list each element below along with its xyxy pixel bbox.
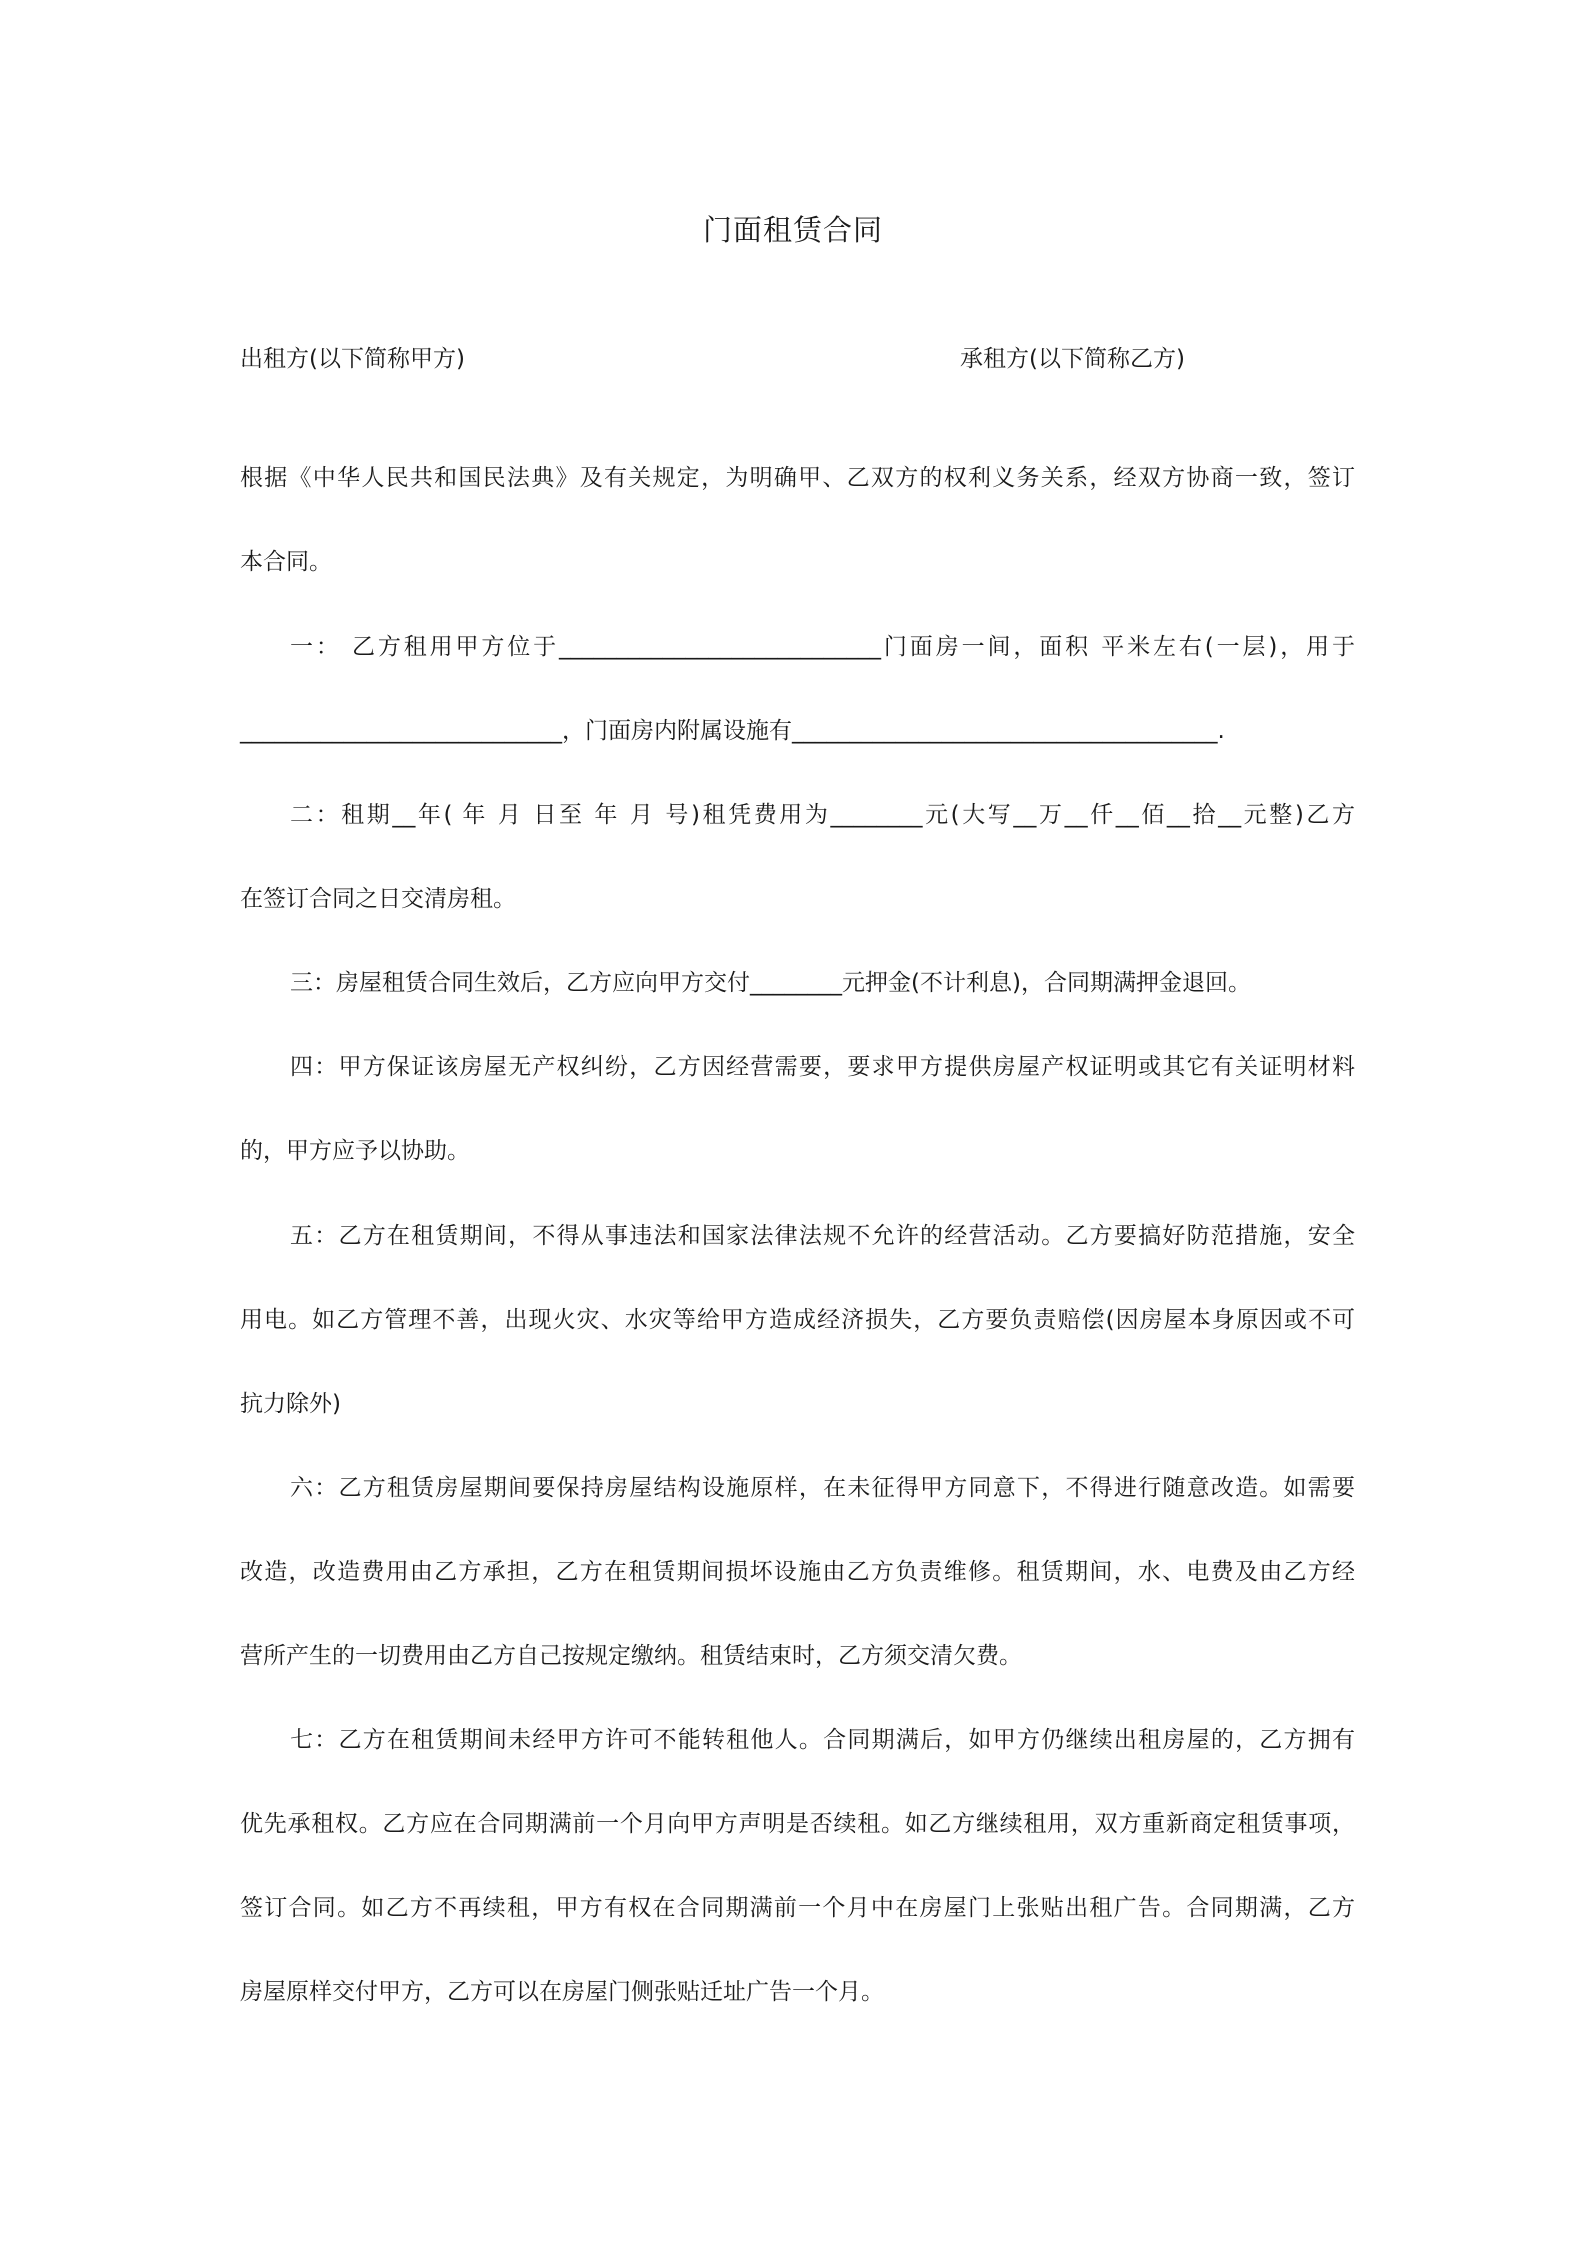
lessor-label: 出租方(以下简称甲方) [240,346,465,372]
clause-6-line-3: 营所产生的一切费用由乙方自己按规定缴纳。租赁结束时，乙方须交清欠费。 [240,1643,1022,1669]
clause-2-line-2: 在签订合同之日交清房租。 [240,886,516,912]
clause-6-line-1: 六：乙方租赁房屋期间要保持房屋结构设施原样，在未征得甲方同意下，不得进行随意改造。如需要 [290,1475,1355,1501]
clause-4-line-1: 四：甲方保证该房屋无产权纠纷，乙方因经营需要，要求甲方提供房屋产权证明或其它有关证明材料 [290,1054,1355,1080]
clause-7-line-2: 优先承租权。乙方应在合同期满前一个月向甲方声明是否续租。如乙方继续租用，双方重新商定租赁事项， [240,1811,1355,1837]
clause-1-line-2: ____________________________，门面房内附属设施有_____________________________________. [240,718,1225,744]
clause-6-line-2: 改造，改造费用由乙方承担，乙方在租赁期间损坏设施由乙方负责维修。租赁期间，水、电费及由乙方经 [240,1559,1355,1585]
clause-5-line-1: 五：乙方在租赁期间，不得从事违法和国家法律法规不允许的经营活动。乙方要搞好防范措施，安全 [290,1223,1355,1249]
clause-7-line-4: 房屋原样交付甲方，乙方可以在房屋门侧张贴迁址广告一个月。 [240,1979,884,2005]
intro-line-1: 根据《中华人民共和国民法典》及有关规定，为明确甲、乙双方的权利义务关系，经双方协商一致，签订 [240,465,1355,491]
clause-5-line-2: 用电。如乙方管理不善，出现火灾、水灾等给甲方造成经济损失，乙方要负责赔偿(因房屋本身原因或不可 [240,1307,1355,1333]
clause-3-line-1: 三：房屋租赁合同生效后，乙方应向甲方交付________元押金(不计利息)，合同期满押金退回。 [290,970,1251,996]
clause-5-line-3: 抗力除外) [240,1391,341,1417]
clause-4-line-2: 的，甲方应予以协助。 [240,1138,470,1164]
intro-line-2: 本合同。 [240,549,332,575]
document-title: 门面租赁合同 [702,213,883,247]
lessee-label: 承租方(以下简称乙方) [960,346,1185,372]
clause-2-line-1: 二：租期__年( 年 月 日至 年 月 号)租凭费用为________元(大写__万__仟__佰__拾__元整)乙方 [290,802,1355,828]
clause-7-line-1: 七：乙方在租赁期间未经甲方许可不能转租他人。合同期满后，如甲方仍继续出租房屋的，乙方拥有 [290,1727,1355,1753]
clause-1-line-1: 一： 乙方租用甲方位于____________________________门面房一间，面积 平米左右(一层)，用于 [290,634,1355,660]
clause-7-line-3: 签订合同。如乙方不再续租，甲方有权在合同期满前一个月中在房屋门上张贴出租广告。合同期满，乙方 [240,1895,1355,1921]
